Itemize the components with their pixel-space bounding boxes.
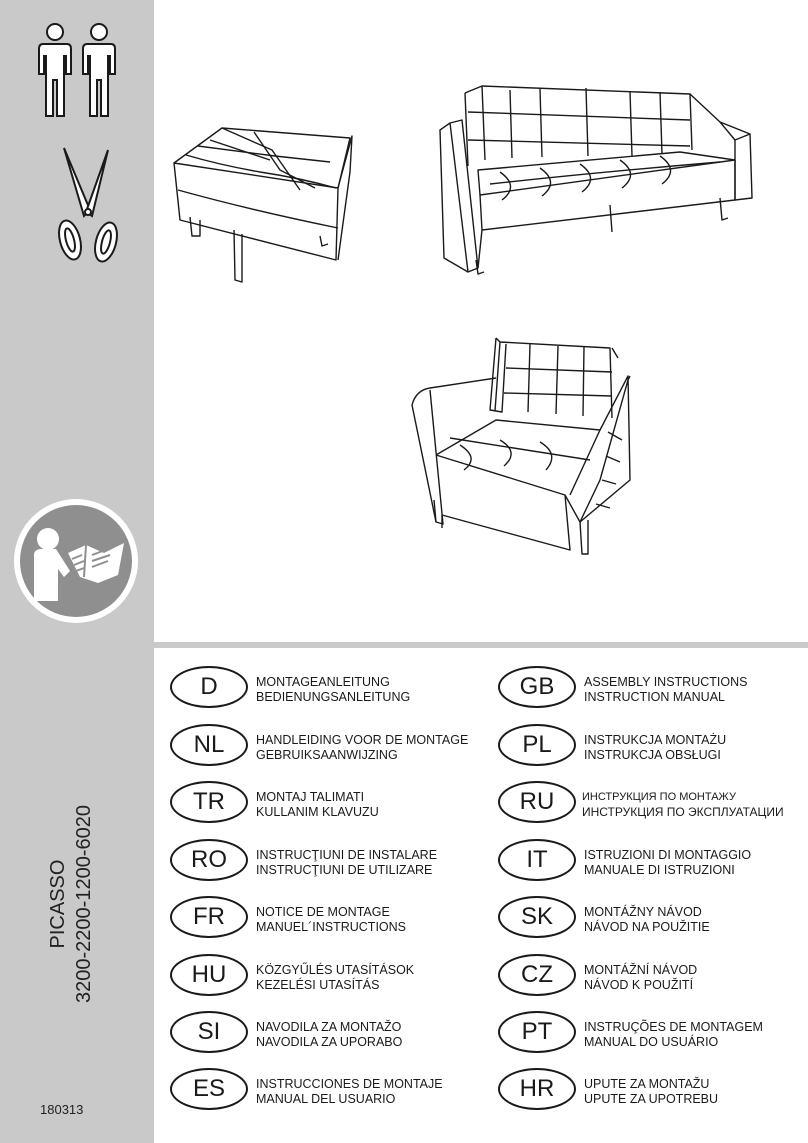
lang-line1: NOTICE DE MONTAGE [256,905,390,919]
furniture-illustration [160,60,800,580]
lang-line1: ИНСТРУКЦИЯ ПО МОНТАЖУ [582,791,736,803]
lang-badge-fr: FR [170,896,248,938]
lang-line1: UPUTE ZA MONTAŽU [584,1077,710,1091]
product-codes: 3200-2200-1200-6020 [73,805,95,1003]
lang-line2: KEZELÉSI UTASÍTÁS [256,978,380,992]
lang-line2: INSTRUCTION MANUAL [584,690,725,704]
lang-line2: BEDIENUNGSANLEITUNG [256,690,411,704]
lang-badge-si: SI [170,1011,248,1053]
lang-line2: MANUALE DI ISTRUZIONI [584,863,735,877]
lang-line2: INSTRUKCJA OBSŁUGI [584,748,721,762]
lang-line2: GEBRUIKSAANWIJZING [256,748,398,762]
lang-line1: NAVODILA ZA MONTAŽO [256,1020,402,1034]
lang-badge-d: D [170,666,248,708]
lang-badge-pt: PT [498,1011,576,1053]
lang-line1: MONTAGEANLEITUNG [256,675,390,689]
lang-badge-hu: HU [170,954,248,996]
lang-line1: INSTRUCCIONES DE MONTAJE [256,1077,443,1091]
lang-line1: INSTRUÇÕES DE MONTAGEM [584,1020,763,1034]
ottoman-drawing [174,128,352,282]
lang-badge-nl: NL [170,724,248,766]
lang-badge-hr: HR [498,1068,576,1110]
lang-line2: UPUTE ZA UPOTREBU [584,1092,719,1106]
sofa-drawing [440,86,752,274]
two-people-icon [34,22,120,118]
scissors-icon [50,146,126,266]
product-name: PICASSO [47,859,69,949]
document-code: 180313 [40,1102,84,1117]
read-manual-icon [12,497,140,625]
lang-badge-it: IT [498,839,576,881]
lang-badge-ro: RO [170,839,248,881]
lang-badge-gb: GB [498,666,576,708]
lang-line1: KÖZGYŰLÉS UTASÍTÁSOK [256,963,415,977]
lang-line2: NÁVOD K POUŽITÍ [584,978,694,992]
lang-line1: INSTRUCŢIUNI DE INSTALARE [256,848,438,862]
lang-line2: INSTRUCŢIUNI DE UTILIZARE [256,863,433,877]
lang-badge-es: ES [170,1068,248,1110]
lang-line2: MANUAL DEL USUARIO [256,1092,396,1106]
armchair-drawing [412,338,630,554]
lang-line1: MONTAJ TALIMATI [256,790,365,804]
product-title [45,754,109,1054]
lang-badge-pl: PL [498,724,576,766]
lang-line2: MANUAL DO USUÁRIO [584,1035,719,1049]
lang-line2: KULLANIM KLAVUZU [256,805,379,819]
section-divider [154,642,808,648]
lang-line1: ISTRUZIONI DI MONTAGGIO [584,848,752,862]
lang-line1: HANDLEIDING VOOR DE MONTAGE [256,733,469,747]
lang-line2: NAVODILA ZA UPORABO [256,1035,403,1049]
lang-line1: INSTRUKCJA MONTAŻU [584,733,727,747]
lang-line2: MANUEL´INSTRUCTIONS [256,920,407,934]
lang-line2: NÁVOD NA POUŽITIE [584,920,710,934]
lang-badge-cz: CZ [498,954,576,996]
lang-badge-tr: TR [170,781,248,823]
lang-line2: ИНСТРУКЦИЯ ПО ЭКСПЛУАТАЦИИ [582,805,784,819]
lang-line1: ASSEMBLY INSTRUCTIONS [584,675,748,689]
lang-line1: MONTÁŽNY NÁVOD [584,905,702,919]
lang-badge-sk: SK [498,896,576,938]
lang-badge-ru: RU [498,781,576,823]
lang-line1: MONTÁŽNÍ NÁVOD [584,963,698,977]
